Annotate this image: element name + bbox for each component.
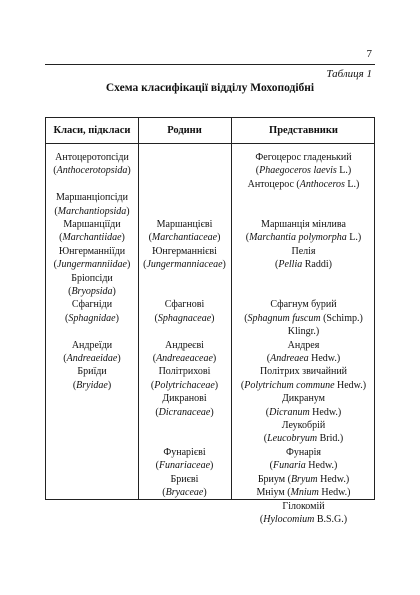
table-line xyxy=(46,298,138,311)
text-segment: ) xyxy=(126,205,130,217)
text-segment: L.) xyxy=(346,232,362,244)
table-line xyxy=(231,285,376,298)
text-segment: Hedw.) xyxy=(309,406,342,418)
text-segment: Фегоцерос гладенький xyxy=(255,152,352,163)
text-segment: Bryaceae xyxy=(165,487,204,498)
text-segment: Андрея xyxy=(287,339,320,351)
table-line xyxy=(231,432,376,445)
text-segment: Hedw.) xyxy=(318,487,351,499)
table-line xyxy=(46,352,138,365)
table-line xyxy=(46,205,138,218)
text-segment: Polytrichum commune xyxy=(244,379,335,391)
table-line xyxy=(231,513,376,526)
text-segment: B.S.G.) xyxy=(314,513,348,525)
table-line xyxy=(138,231,231,244)
table-line xyxy=(138,285,231,298)
text-segment: Polytrichaceae xyxy=(154,379,215,391)
table-line xyxy=(138,245,231,258)
text-segment: L.) xyxy=(344,178,360,190)
table-line xyxy=(138,419,231,432)
header-rule xyxy=(45,64,375,65)
table-line xyxy=(231,365,376,378)
table-line xyxy=(46,272,138,285)
text-segment: Леукобрій xyxy=(281,420,326,432)
table-line xyxy=(138,218,231,231)
text-segment: ( xyxy=(255,165,260,177)
table-line xyxy=(231,446,376,459)
text-segment: ( xyxy=(263,433,268,445)
text-segment: ( xyxy=(155,460,159,472)
text-segment: Jungermanniaceae xyxy=(146,259,223,271)
text-segment: Антоцеротопсіди xyxy=(55,152,129,163)
text-segment: Політрих звичайний xyxy=(259,366,348,378)
table-line xyxy=(46,379,138,392)
text-segment: ( xyxy=(150,379,155,391)
text-segment: Hedw.) xyxy=(308,353,341,365)
text-segment: ) xyxy=(210,406,214,418)
table-line xyxy=(231,231,376,244)
text-segment: ( xyxy=(265,406,270,418)
text-segment: ) xyxy=(217,232,221,244)
text-segment: ) xyxy=(117,353,121,365)
text-segment: Hedw.) xyxy=(334,379,367,391)
table-line xyxy=(138,446,231,459)
table-line xyxy=(138,392,231,405)
text-segment: Маршанцієві xyxy=(156,218,213,230)
table-line xyxy=(231,191,376,204)
text-segment: ( xyxy=(152,352,157,364)
text-segment: ) xyxy=(127,259,131,271)
text-segment: Бриїди xyxy=(77,366,107,378)
table-line xyxy=(231,486,376,499)
text-segment: ) xyxy=(107,379,112,391)
table-label: Таблиця 1 xyxy=(326,68,372,80)
table-line xyxy=(138,205,231,218)
table-line xyxy=(231,473,376,486)
text-segment: L.) xyxy=(336,165,352,177)
header-representatives: Представники xyxy=(269,125,338,136)
table-line xyxy=(231,272,376,285)
text-segment: Андреїди xyxy=(71,339,113,351)
text-segment: ( xyxy=(68,286,72,298)
text-segment: Сфагнові xyxy=(164,299,205,311)
table-line xyxy=(231,352,376,365)
text-segment: ( xyxy=(275,259,279,271)
table-line xyxy=(138,151,231,164)
text-segment: ( xyxy=(154,312,158,324)
text-segment: Дикранові xyxy=(162,393,207,405)
text-segment: ( xyxy=(65,312,69,324)
table-title: Схема класифікації відділу Мохоподібні xyxy=(105,82,315,94)
representatives-column xyxy=(231,151,376,526)
table-line xyxy=(46,339,138,352)
text-segment: Sphagnaceae xyxy=(157,312,212,324)
text-segment: Phaegoceros laevis xyxy=(259,165,337,177)
page-number: 7 xyxy=(366,48,372,60)
text-segment: Бриєві xyxy=(170,473,199,485)
text-segment: ( xyxy=(244,312,248,324)
text-segment: Anthoceros xyxy=(299,178,345,190)
text-segment: ) xyxy=(127,165,131,177)
table-line xyxy=(138,258,231,271)
text-segment: ( xyxy=(53,259,57,271)
table-line xyxy=(138,432,231,445)
text-segment: ) xyxy=(210,460,214,472)
text-segment: Sphagnum fuscum xyxy=(247,312,321,324)
text-segment: Klingr.) xyxy=(287,326,320,338)
table-line xyxy=(231,379,376,392)
table-line xyxy=(231,312,376,325)
text-segment: Бриум ( xyxy=(257,473,291,485)
classification-table xyxy=(45,117,375,525)
table-line xyxy=(231,392,376,405)
text-segment: ( xyxy=(59,232,63,244)
text-segment: Маршанціїди xyxy=(63,219,121,231)
text-segment: ) xyxy=(112,286,116,298)
text-segment: Marchantiidae xyxy=(62,232,122,244)
text-segment: ) xyxy=(212,352,217,364)
table-line xyxy=(46,325,138,338)
table-line xyxy=(138,272,231,285)
table-line xyxy=(231,205,376,218)
text-segment: Anthocerotopsida xyxy=(56,165,128,177)
table-line xyxy=(138,365,231,378)
text-segment: ) xyxy=(214,379,219,391)
text-segment: ( xyxy=(63,353,67,365)
table-line xyxy=(231,164,376,177)
table-line xyxy=(231,325,376,338)
text-segment: Marchantiaceae xyxy=(151,232,218,244)
classes-column xyxy=(46,151,138,392)
text-segment: Сфагнум бурий xyxy=(270,299,337,311)
text-segment: Andreaea xyxy=(270,353,309,365)
text-segment: ( xyxy=(259,513,264,525)
text-segment: Bryum xyxy=(290,473,318,485)
table-line xyxy=(231,298,376,311)
table-line xyxy=(231,151,376,164)
text-segment: ( xyxy=(155,406,159,418)
text-segment: Dicranaceae xyxy=(158,406,211,418)
text-segment: Гілокомій xyxy=(282,500,325,512)
table-line xyxy=(138,178,231,191)
table-line xyxy=(46,258,138,271)
table-line xyxy=(138,339,231,352)
table-line xyxy=(138,486,231,499)
text-segment: Мніум ( xyxy=(256,487,291,499)
text-segment: Funariaceae xyxy=(158,460,211,472)
table-line xyxy=(46,164,138,177)
text-segment: Mnium xyxy=(290,487,319,499)
table-line xyxy=(46,312,138,325)
header-families: Родини xyxy=(167,125,202,136)
table-line xyxy=(138,298,231,311)
table-line xyxy=(231,178,376,191)
table-line xyxy=(138,325,231,338)
text-segment: Dicranum xyxy=(269,406,310,418)
text-segment: Hedw.) xyxy=(317,473,350,485)
text-segment: Marchantiopsida xyxy=(57,205,127,217)
table-line xyxy=(231,500,376,513)
table-line xyxy=(231,419,376,432)
table-line xyxy=(46,218,138,231)
text-segment: Юнгерманнієві xyxy=(152,245,217,257)
table-line xyxy=(138,352,231,365)
table-line xyxy=(46,285,138,298)
text-segment: ) xyxy=(115,312,119,324)
table-line xyxy=(138,312,231,325)
text-segment: Антоцерос ( xyxy=(247,178,300,190)
text-segment: Jungermanniidae xyxy=(57,259,127,271)
text-segment: ( xyxy=(240,379,245,391)
text-segment: (Schimp.) xyxy=(320,312,363,324)
table-line xyxy=(46,365,138,378)
table-line xyxy=(46,191,138,204)
text-segment: Bryopsida xyxy=(71,286,113,298)
text-segment: ) xyxy=(121,232,125,244)
table-line xyxy=(231,339,376,352)
table-line xyxy=(231,218,376,231)
table-line xyxy=(46,178,138,191)
text-segment: Leucobryum xyxy=(267,433,318,445)
text-segment: Raddi) xyxy=(302,259,332,271)
text-segment: Funaria xyxy=(273,460,306,472)
text-segment: Bryidae xyxy=(76,379,108,391)
table-line xyxy=(231,459,376,472)
text-segment: ( xyxy=(143,259,147,271)
text-segment: Andreaeidae xyxy=(66,353,118,365)
table-line xyxy=(138,164,231,177)
text-segment: Hedw.) xyxy=(305,460,338,472)
text-segment: Пелія xyxy=(291,245,316,257)
text-segment: ) xyxy=(203,487,207,498)
text-segment: Маршанціопсіди xyxy=(56,192,128,204)
table-line xyxy=(138,459,231,472)
table-line xyxy=(138,379,231,392)
table-line xyxy=(231,406,376,419)
text-segment: ) xyxy=(222,259,226,271)
text-segment: Sphagnidae xyxy=(68,312,116,324)
text-segment: Brid.) xyxy=(317,433,344,445)
text-segment: Сфагніди xyxy=(71,299,113,311)
table-line xyxy=(46,151,138,164)
header-classes: Класи, підкласи xyxy=(53,125,131,136)
table-line xyxy=(46,245,138,258)
text-segment: ( xyxy=(162,487,166,498)
text-segment: Фунарія xyxy=(285,446,322,458)
table-line xyxy=(46,231,138,244)
text-segment: Дикранум xyxy=(281,393,326,405)
families-column xyxy=(138,151,231,499)
text-segment: Фунарієві xyxy=(163,446,206,458)
text-segment: ( xyxy=(266,353,271,365)
text-segment: ( xyxy=(269,460,273,472)
text-segment: ( xyxy=(72,379,77,391)
text-segment: Маршанція мінлива xyxy=(261,219,346,230)
text-segment: ) xyxy=(211,312,215,324)
text-segment: ( xyxy=(245,232,250,244)
text-segment: Pellia xyxy=(278,259,303,271)
text-segment: Andreaeaceae xyxy=(156,352,213,364)
text-segment: Marchantia polymorpha xyxy=(249,232,347,244)
text-segment: Бріопсіди xyxy=(71,272,113,284)
text-segment: ( xyxy=(54,205,58,217)
table-line xyxy=(231,258,376,271)
text-segment: Юнгерманніїди xyxy=(58,245,126,257)
text-segment: ( xyxy=(53,165,57,177)
text-segment: Андреєві xyxy=(165,339,204,351)
table-line xyxy=(138,473,231,486)
text-segment: Політрихові xyxy=(158,366,211,378)
table-line xyxy=(231,245,376,258)
text-segment: Hylocomium xyxy=(263,513,315,525)
text-segment: ( xyxy=(148,232,152,244)
table-line xyxy=(138,406,231,419)
table-line xyxy=(138,191,231,204)
